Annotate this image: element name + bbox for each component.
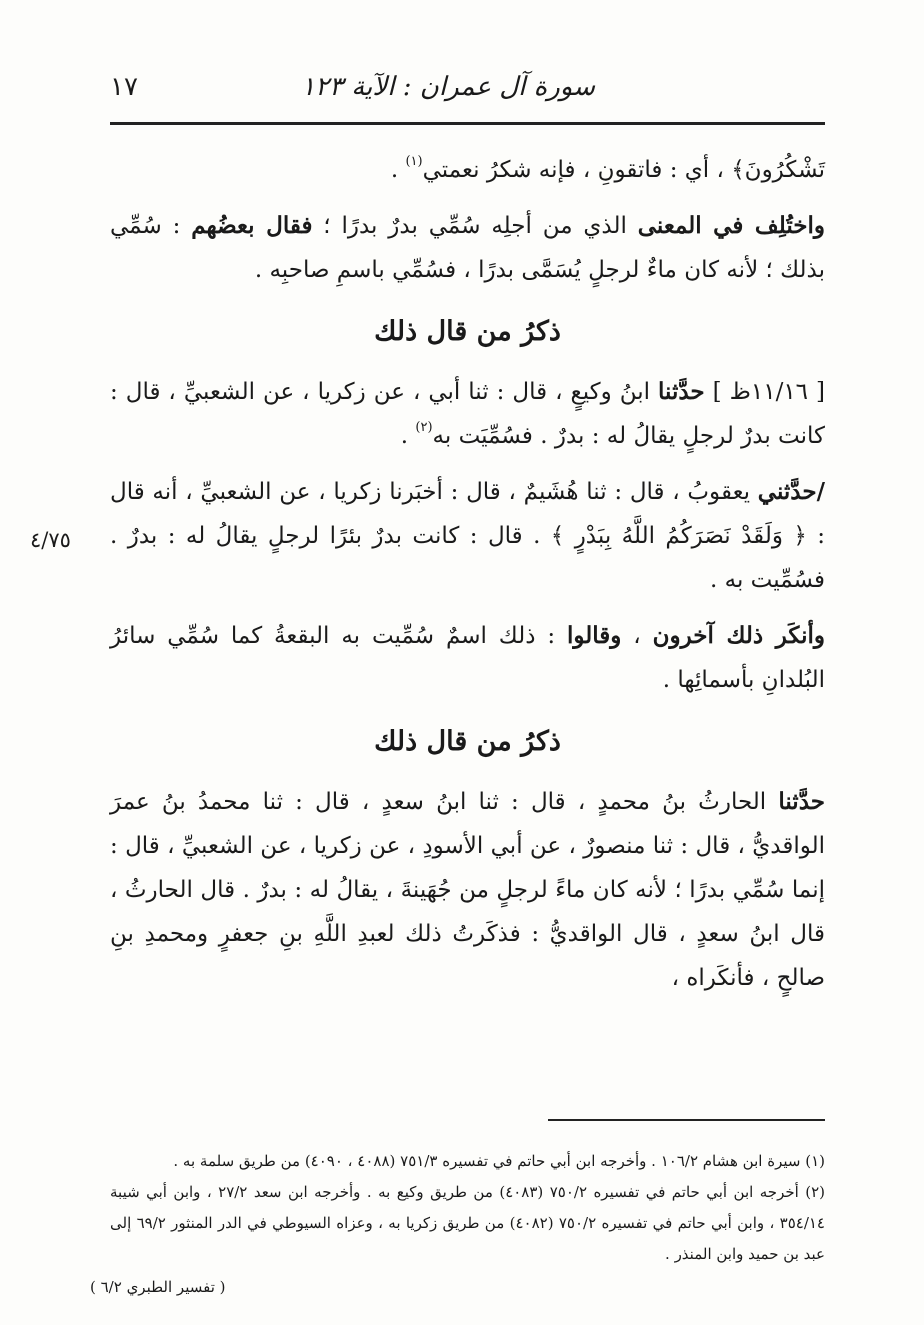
paragraph-3-bracket: [ ١١/١٦ظ ] <box>704 379 825 405</box>
paragraph-3-text: ابنُ وكيعٍ ، قال : ثنا أبي ، عن زكريا ، عن الشعبيِّ ، قال : كانت بدرٌ لرجلٍ يقالُ له : بدرٌ . فسُمِّيَت به <box>110 379 825 449</box>
paragraph-5-lead-1: وأنكَر ذلك آخرون <box>652 622 825 649</box>
paragraph-6-text: الحارثُ بنُ محمدٍ ، قال : ثنا ابنُ سعدٍ ، قال : ثنا محمدُ بنُ عمرَ الواقديُّ ، قال : ثنا منصورٌ ، عن أبي الأسودِ ، عن زكريا ، عن الشعبيِّ ، قال : إنما سُمِّي بدرًا ؛ لأنه كان ماءً لرجلٍ من جُهَينةَ ، يقالُ له : بدرٌ . قال الحارثُ ، قال ابنُ سعدٍ ، قال الواقديُّ : فذكَرتُ ذلك لعبدِ اللَّهِ بنِ جعفرٍ ومحمدِ بنِ صالحٍ ، فأنكَراه ، <box>110 789 825 991</box>
paragraph-1-text: تَشْكُرُونَ﴾ ، أي : فاتقونِ ، فإنه شكرُ نعمتي <box>422 157 825 183</box>
header-rule <box>110 122 825 125</box>
footnote-2: (٢) أخرجه ابن أبي حاتم في تفسيره ٧٥٠/٢ (٤٠٨٣) من طريق وكيع به . وأخرجه ابن سعد ٢٧/٢ ، وابن أبي شيبة ٣٥٤/١٤ ، وابن أبي حاتم في تفسيره ٧٥٠/٢ (٤٠٨٢) من طريق زكريا به ، وعزاه السيوطي في الدر المنثور ٦٩/٢ إلى عبد بن حميد وابن المنذر . <box>110 1183 825 1263</box>
paragraph-4-text: يعقوبُ ، قال : ثنا هُشَيمٌ ، قال : أخبَرنا زكريا ، عن الشعبيِّ ، أنه قال : ﴿ وَلَقَدْ نَصَرَكُمُ اللَّهُ بِبَدْرٍ ﴾ . قال : كانت بدرٌ بئرًا لرجلٍ يقالُ له : بدرٌ . فسُمِّيت به . <box>110 479 825 593</box>
paragraph-3-lead: حدَّثنا <box>658 378 705 405</box>
running-title: سورة آل عمران : الآية ١٢٣ <box>301 72 595 102</box>
page-header <box>110 72 825 112</box>
paragraph-4-lead: /حدَّثني <box>757 478 825 505</box>
paragraph-2-mid: الذي من أجلِه سُمِّي بدرٌ بدرًا ؛ <box>312 213 638 239</box>
paragraph-3-end: . <box>400 423 416 449</box>
section-heading-1: ذكرُ من قال ذلك <box>374 316 561 347</box>
footnote-marker-1: (١) <box>405 154 423 169</box>
paragraph-2-rest: : سُمِّي بذلك ؛ لأنه كان ماءٌ لرجلٍ يُسَمَّى بدرًا ، فسُمِّي باسمِ صاحبِه . <box>110 213 825 283</box>
paragraph-5-text: : ذلك اسمٌ سُمِّيت به البقعةُ كما سُمِّي سائرُ البُلدانِ بأسمائِها . <box>110 623 825 693</box>
paragraph-5-lead-2: وقالوا <box>566 622 622 649</box>
paragraph-1-end: . <box>390 157 406 183</box>
paragraph-2 <box>110 204 825 292</box>
paragraph-4 <box>110 470 825 602</box>
paragraph-2-lead-1: واختُلِف في المعنى <box>637 212 825 239</box>
paragraph-6-lead: حدَّثنا <box>778 788 825 815</box>
paragraph-5 <box>110 614 825 702</box>
page-number: ١٧ <box>110 72 138 102</box>
section-heading-2: ذكرُ من قال ذلك <box>374 726 561 757</box>
paragraph-3 <box>110 370 825 458</box>
paragraph-2-lead-2: فقال بعضُهم <box>191 212 313 239</box>
paragraph-5-sep: ، <box>621 623 653 649</box>
footnote-marker-2: (٢) <box>415 420 433 435</box>
paragraph-6 <box>110 780 825 1000</box>
printer-signature: ( تفسير الطبري ٦/٢ ) <box>90 1278 226 1296</box>
footnotes <box>110 1146 825 1270</box>
footnote-rule <box>548 1119 825 1121</box>
main-text <box>110 148 825 1000</box>
paragraph-1 <box>110 148 825 192</box>
footnote-1: (١) سيرة ابن هشام ١٠٦/٢ . وأخرجه ابن أبي حاتم في تفسيره ٧٥١/٣ (٤٠٨٨ ، ٤٠٩٠) من طريق سلمة به . <box>173 1152 825 1170</box>
margin-volume-reference: ٤/٧٥ <box>30 528 71 552</box>
